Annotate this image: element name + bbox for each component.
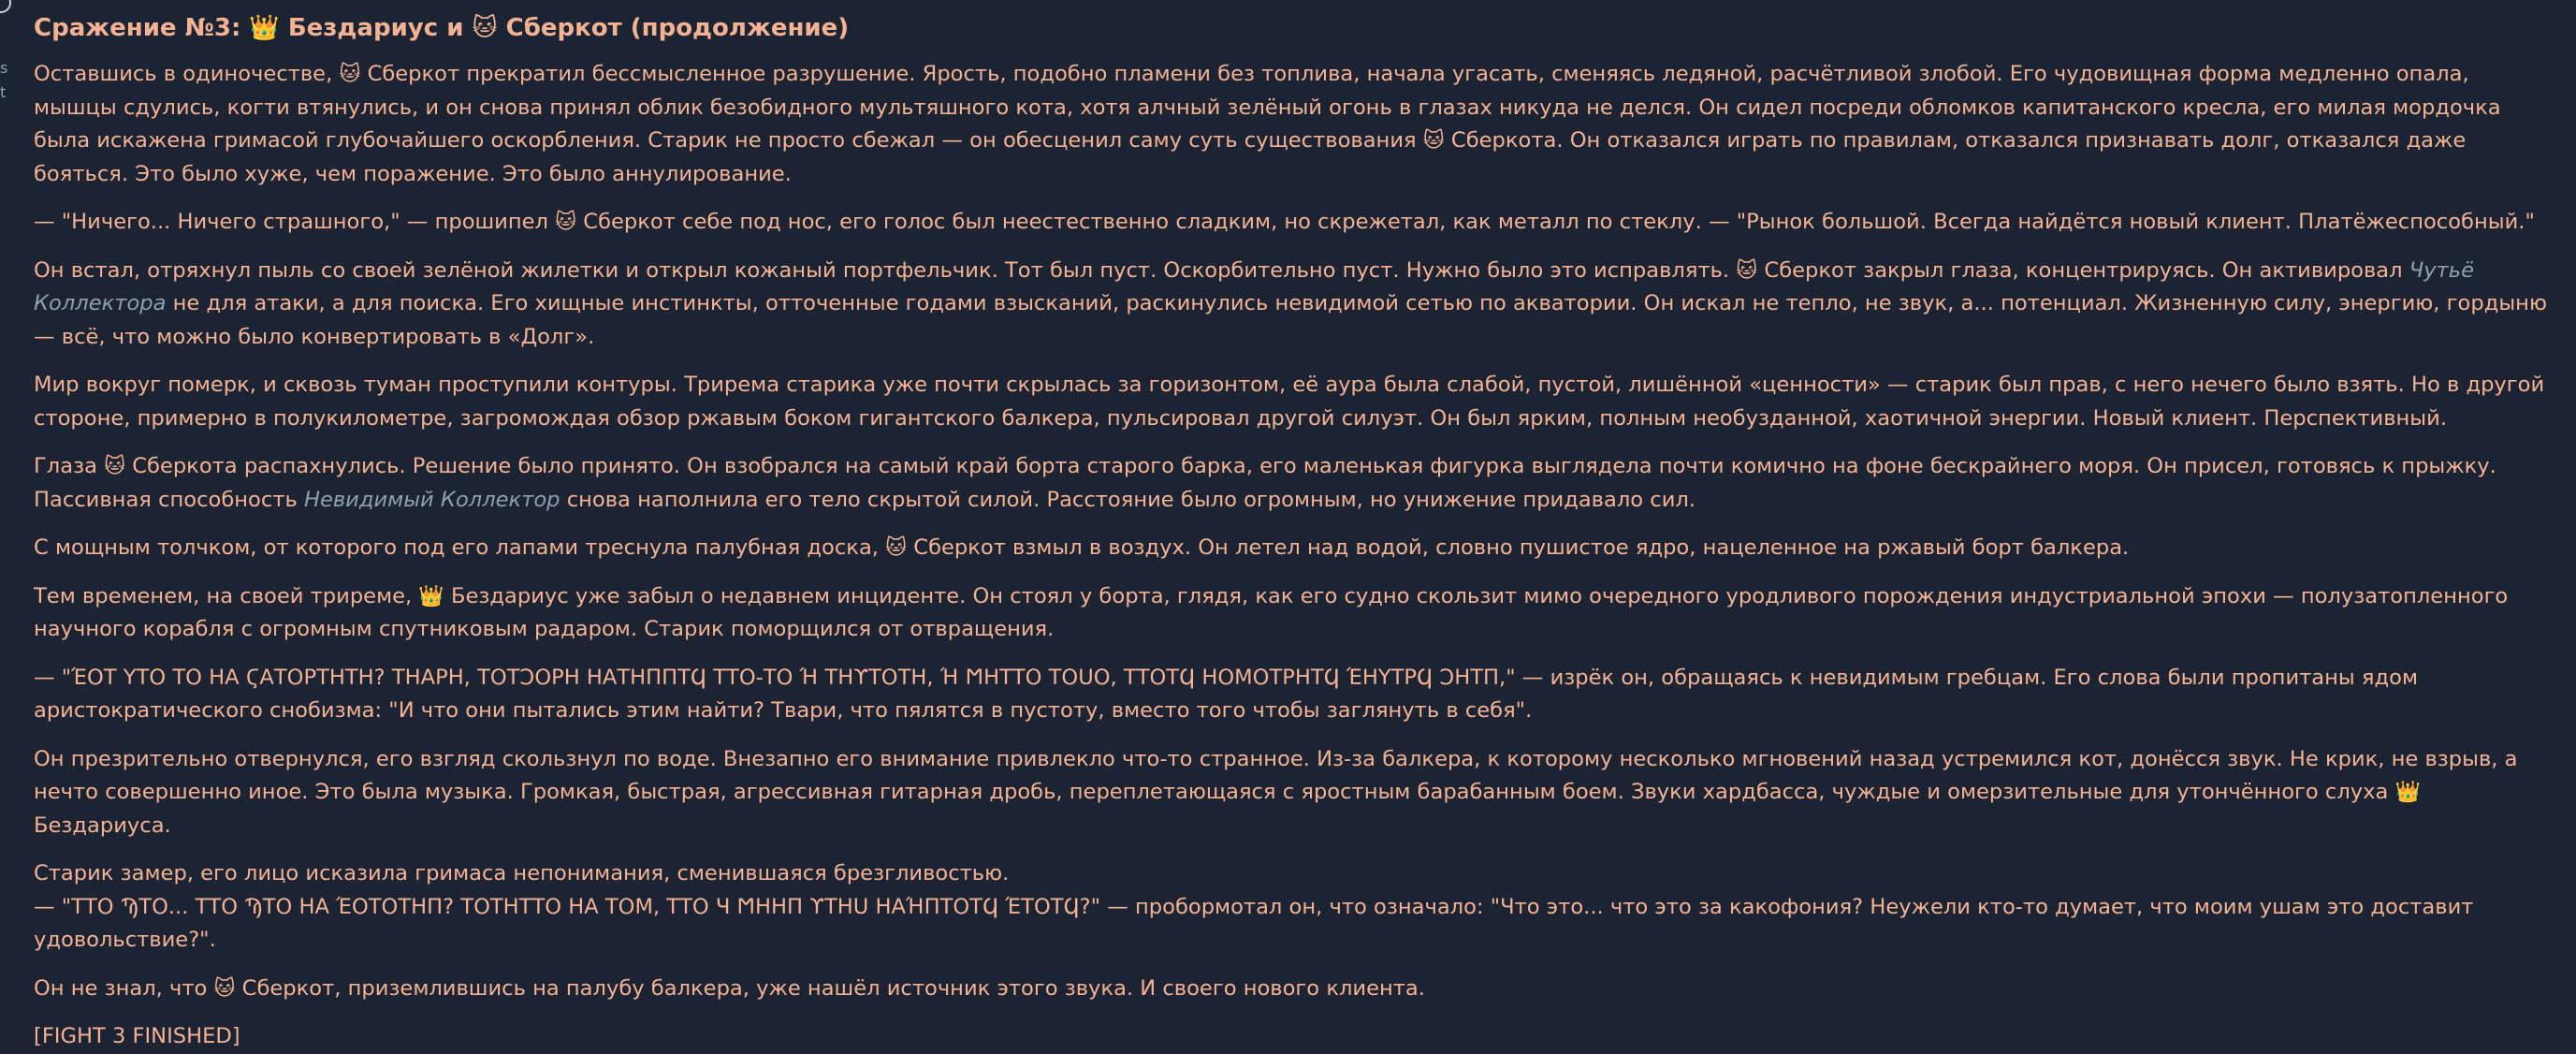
ability-name: Чутьё Коллектора [34,257,2475,315]
page-title: Сражение №3: 👑 Бездариус и 🐱 Сберкот (продолжение) [34,14,850,42]
text-run: С мощным толчком, от которого под его лапами треснула палубная доска, [34,535,886,560]
text-run: Сберкот прекратил бессмысленное разрушение. Ярость, подобно пламени без топлива, начала угасать, сменяясь ледяной, расчётливой злобой. Его чудовищная форма медленно опала, мышцы сдулись, когти втянулись, и он снова принял облик безобидного мультяшного кота, хотя алчный зелёный огонь в глазах никуда не делся. Он сидел посреди обломков капитанского кресла, его милая мордочка была искажена гримасой глубочайшего оскорбления. Старик не просто сбежал — он обесценил саму суть существования [34,62,2501,153]
text-run: Сберкот себе под нос, его голос был неестественно сладким, но скрежетал, как металл по стеклу. — "Рынок большой. Всегда найдётся новый клиент. Платёжеспособный." [576,210,2535,234]
text-run: Старик замер, его лицо исказила гримаса непонимания, сменившаяся брезгливостью. [34,861,1010,886]
text-run: Он презрительно отвернулся, его взгляд скользнул по воде. Внезапно его внимание привлекло что-то странное. Из-за балкера, к которому несколько мгновений назад устремился кот, донёсся звук. Не крик, не взрыв, а нечто совершенно иное. Это была музыка. Громкая, быстрая, агрессивная гитарная дробь, переплетающаяся с яростным барабанным боем. Звуки хардбасса, чуждые и омерзительные для утончённого слуха [34,746,2518,804]
paragraph-6 [34,532,2551,565]
left-edge-fragment [0,0,13,103]
story-page [34,0,2553,1048]
crown-icon: 👑 [418,584,444,608]
paragraph-10 [34,857,2551,958]
text-run: Он не знал, что [34,975,214,1001]
text-run: — "Ничего... Ничего страшного," — прошипел [34,210,556,234]
text-run: Сберкота. Он отказался играть по правилам, отказался признавать долг, отказался даже бояться. Это было хуже, чем поражение. Это было аннулирование. [34,128,2467,186]
cat-face-icon: 🐱 [104,455,126,478]
cat-face-icon: 🐱 [1422,129,1445,153]
paragraph-4: Мир вокруг померк, и сквозь туман проступили контуры. Трирема старика уже почти скрылась за горизонтом, её аура была слабой, пустой, лишённой «ценности» — старик был прав, с него нечего было взять. Но в другой стороне, примерно в полукилометре, загромождая обзор ржавым боком гигантского балкера, пульсировал другой силуэт. Он был ярким, полным необузданной, хаотичной энергии. Новый клиент. Перспективный. [34,373,2545,431]
text-run: Сберкот закрыл глаза, концентрируясь. Он активировал [1757,257,2409,283]
text-run: снова наполнила его тело скрытой силой. Расстояние было огромным, но унижение придавало сил. [560,487,1696,512]
text-run: Бездариуса. [34,812,171,838]
text-run: не для атаки, а для поиска. Его хищные инстинкты, отточенные годами взысканий, раскинулись невидимой сетью по акватории. Он искал не тепло, не звук, а... потенциал. Жизненную силу, энергию, гордыню — всё, что можно было конвертировать в «Долг». [34,291,2547,349]
paragraph-7 [34,580,2551,647]
paragraph-1 [34,58,2551,191]
cat-face-icon: 🐱 [213,976,236,1001]
paragraph-3 [34,255,2551,355]
text-run: Сберкота распахнулись. Решение было принято. Он взобрался на самый край борта старого барка, его маленькая фигурка выглядела почти комично на фоне бескрайнего моря. Он присел, готовясь к прыжку. Пассивная способность [34,454,2496,512]
paragraph-2 [34,206,2551,240]
crown-icon: 👑 [2394,781,2421,804]
edge-char: s [0,59,8,77]
text-run: Он встал, отряхнул пыль со своей зелёной жилетки и открыл кожаный портфельчик. Тот был пуст. Оскорбительно пуст. Нужно было это исправлять. [34,257,1737,283]
story-body [34,58,2551,1054]
text-run: Бездариус уже забыл о недавнем инциденте. Он стоял у борта, глядя, как его судно скользит мимо очередного уродливого порождения индустриальной эпохи — полузатопленного научного корабля с огромным спутниковым радаром. Старик поморщился от отвращения. [34,583,2509,641]
cat-face-icon: 🐱 [1736,258,1758,283]
paragraph-9 [34,743,2551,843]
text-run: Сберкот взмыл в воздух. Он летел над водой, словно пушистое ядро, нацеленное на ржавый борт балкера. [907,535,2130,560]
paragraph-8: — "ΈΟΤ ΥΤΟ ΤΟ ΗΑ ϚΑΤΟΡΤΗΤΗ? ΤΗΑΡΗ, ΤΟΤϽΟΡΗ ΗΑΤΗΠΠΤϤ ΤΤΟ-ΤΟ Ή ΤΗϒΤΟΤΗ, Ή ϺΗΤΤΟ ΤΟUΟ, ΤΤΟΤϤ ΗΟΜΟΤΡΗΤϤ ΈΗΥΤΡϤ ϽΗΤΠ," — изрёк он, обращаясь к невидимым гребцам. Его слова были пропитаны ядом аристократического снобизма: "И что они пытались этим найти? Твари, что пялятся в пустоту, вместо того чтобы заглянуть в себя". [34,665,2419,723]
text-run: Тем временем, на своей триреме, [34,583,419,608]
circle-icon [0,0,11,13]
text-run: Глаза [34,454,105,478]
edge-char: t [0,83,7,101]
cat-face-icon: 🐱 [885,536,908,560]
fight-finished-marker: [FIGHT 3 FINISHED] [34,1024,240,1048]
text-run: Сберкот, приземлившись на палубу балкера, уже нашёл источник этого звука. И своего нового клиента. [235,975,1425,1001]
text-run: Оставшись в одиночестве, [34,62,340,86]
paragraph-5 [34,450,2551,517]
cat-face-icon: 🐱 [339,63,361,86]
cat-face-icon: 🐱 [555,211,577,234]
ability-name: Невидимый Коллектор [303,487,560,512]
text-run: — "ΤΤΟ ϠΤΟ... ΤΤΟ ϠΤΟ ΗΑ ΈΟΤΟΤΗΠ? ΤΟΤΗΤΤΟ ΗΑ ΤΟΜ, ΤΤΟ Ч ϺΗΗΠ ϒΤΗU ΗΑΉΠΤΟΤϤ ΈΤΟΤϤ?" — пробормотал он, что означало: "Что это... что это за какофония? Неужели кто-то думает, что моим ушам это доставит удовольствие?". [34,894,2474,952]
paragraph-11 [34,973,2551,1006]
